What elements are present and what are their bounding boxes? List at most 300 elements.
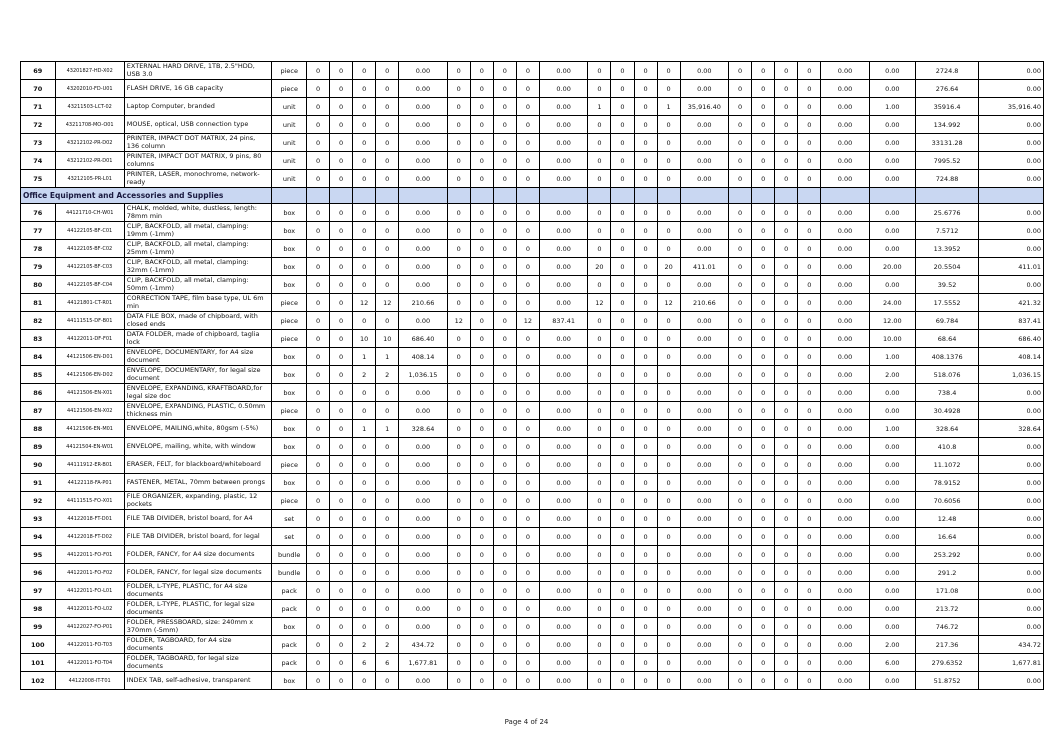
section-cell (821, 188, 869, 204)
qty-cell: 0 (634, 672, 657, 690)
unit-cell: unit (272, 98, 307, 116)
item-code-cell: 44121504-EN-W01 (55, 438, 124, 456)
unit-cell: piece (272, 492, 307, 510)
qty-cell: 0 (775, 276, 798, 294)
item-number-cell: 99 (21, 618, 56, 636)
item-description-cell: CORRECTION TAPE, film base type, UL 6m min (124, 294, 272, 312)
item-number-cell: 74 (21, 152, 56, 170)
qty-cell: 0 (611, 672, 634, 690)
qty-cell: 0 (516, 492, 539, 510)
qty-cell: 0 (588, 492, 611, 510)
qty-cell: 0 (330, 600, 353, 618)
qty-cell: 0 (729, 654, 752, 672)
qty-cell: 0 (447, 438, 470, 456)
qty-cell: 0 (376, 438, 399, 456)
unit-cell: unit (272, 170, 307, 188)
table-row (21, 402, 1044, 420)
item-description-cell: PRINTER, IMPACT DOT MATRIX, 24 pins, 136 column (124, 134, 272, 152)
amount-cell: 0.00 (539, 654, 587, 672)
qty-cell: 0 (775, 492, 798, 510)
total-cost-cell: 0.00 (979, 564, 1044, 582)
qty-cell: 0 (729, 240, 752, 258)
amount-cell: 0.00 (680, 600, 728, 618)
qty-cell: 0 (729, 204, 752, 222)
item-description-cell: DATA FOLDER, made of chipboard, taglia lock (124, 330, 272, 348)
qty-cell: 0 (611, 366, 634, 384)
qty-cell: 0 (588, 564, 611, 582)
qty-cell: 0 (798, 366, 821, 384)
item-number-cell: 102 (21, 672, 56, 690)
qty-cell: 0 (657, 474, 680, 492)
item-description-cell: FOLDER, L-TYPE, PLASTIC, for legal size documents (124, 600, 272, 618)
qty-cell: 0 (752, 456, 775, 474)
table-row (21, 116, 1044, 134)
amount-cell: 0.00 (821, 276, 869, 294)
item-description-cell: ENVELOPE, DOCUMENTARY, for A4 size document (124, 348, 272, 366)
amount-cell: 0.00 (399, 116, 447, 134)
item-code-cell: 44122011-FO-F02 (55, 564, 124, 582)
qty-cell: 0 (611, 492, 634, 510)
amount-cell: 0.00 (680, 116, 728, 134)
item-number-cell: 78 (21, 240, 56, 258)
qty-cell: 0 (775, 510, 798, 528)
table-row (21, 564, 1044, 582)
qty-cell: 0 (611, 152, 634, 170)
item-code-cell: 44122011-FO-T04 (55, 654, 124, 672)
item-code-cell: 44121710-CH-W01 (55, 204, 124, 222)
qty-cell: 0 (588, 402, 611, 420)
qty-cell: 0 (516, 582, 539, 600)
qty-cell: 0 (729, 564, 752, 582)
item-number-cell: 93 (21, 510, 56, 528)
qty-cell: 0 (470, 420, 493, 438)
item-code-cell: 44122011-DF-F01 (55, 330, 124, 348)
qty-cell: 0 (516, 636, 539, 654)
amount-cell: 0.00 (821, 98, 869, 116)
amount-cell: 0.00 (680, 402, 728, 420)
amount-cell: 0.00 (399, 564, 447, 582)
qty-cell: 0 (657, 546, 680, 564)
amount-cell: 0.00 (399, 170, 447, 188)
item-description-cell: FOLDER, TAGBOARD, for legal size documents (124, 654, 272, 672)
amount-cell: 0.00 (680, 330, 728, 348)
item-code-cell: 44122011-FO-L02 (55, 600, 124, 618)
qty-cell: 0 (447, 510, 470, 528)
item-number-cell: 85 (21, 366, 56, 384)
qty-cell: 0 (729, 438, 752, 456)
qty-cell: 0 (798, 510, 821, 528)
qty-cell: 0 (516, 438, 539, 456)
qty-cell: 0 (516, 204, 539, 222)
amount-cell: 0.00 (680, 618, 728, 636)
amount-cell: 0.00 (821, 204, 869, 222)
item-number-cell: 101 (21, 654, 56, 672)
section-cell (399, 188, 447, 204)
qty-cell: 0 (330, 546, 353, 564)
qty-cell: 20 (588, 258, 611, 276)
unit-cell: piece (272, 294, 307, 312)
qty-cell: 0 (798, 546, 821, 564)
total-qty-cell: 0.00 (869, 276, 915, 294)
qty-cell: 0 (611, 330, 634, 348)
qty-cell: 0 (470, 276, 493, 294)
item-description-cell: ENVELOPE, EXPANDING, PLASTIC, 0.50mm thickness min (124, 402, 272, 420)
table-row (21, 134, 1044, 152)
amount-cell: 0.00 (821, 402, 869, 420)
table-row (21, 348, 1044, 366)
amount-cell: 0.00 (680, 654, 728, 672)
amount-cell: 0.00 (539, 528, 587, 546)
qty-cell: 0 (376, 170, 399, 188)
qty-cell: 0 (470, 98, 493, 116)
amount-cell: 210.66 (399, 294, 447, 312)
qty-cell: 0 (729, 294, 752, 312)
total-qty-cell: 0.00 (869, 618, 915, 636)
qty-cell: 0 (353, 564, 376, 582)
total-qty-cell: 2.00 (869, 366, 915, 384)
qty-cell: 0 (307, 294, 330, 312)
qty-cell: 0 (775, 240, 798, 258)
section-cell (979, 188, 1044, 204)
total-qty-cell: 0.00 (869, 672, 915, 690)
amount-cell: 0.00 (399, 618, 447, 636)
qty-cell: 0 (729, 312, 752, 330)
total-qty-cell: 0.00 (869, 222, 915, 240)
qty-cell: 0 (470, 402, 493, 420)
qty-cell: 0 (307, 366, 330, 384)
total-qty-cell: 0.00 (869, 528, 915, 546)
qty-cell: 0 (353, 384, 376, 402)
amount-cell: 0.00 (821, 258, 869, 276)
amount-cell: 0.00 (821, 600, 869, 618)
amount-cell: 0.00 (821, 62, 869, 80)
qty-cell: 0 (588, 276, 611, 294)
qty-cell: 2 (376, 366, 399, 384)
item-description-cell: Laptop Computer, branded (124, 98, 272, 116)
qty-cell: 0 (634, 438, 657, 456)
item-number-cell: 100 (21, 636, 56, 654)
total-qty-cell: 6.00 (869, 654, 915, 672)
table-row (21, 438, 1044, 456)
qty-cell: 0 (516, 528, 539, 546)
qty-cell: 0 (657, 348, 680, 366)
section-cell (775, 188, 798, 204)
qty-cell: 0 (353, 600, 376, 618)
qty-cell: 0 (611, 98, 634, 116)
qty-cell: 0 (307, 582, 330, 600)
amount-cell: 0.00 (399, 80, 447, 98)
qty-cell: 0 (752, 276, 775, 294)
amount-cell: 837.41 (539, 312, 587, 330)
item-description-cell: FASTENER, METAL, 70mm between prongs (124, 474, 272, 492)
unit-price-cell: 217.36 (915, 636, 978, 654)
table-row (21, 366, 1044, 384)
qty-cell: 1 (588, 98, 611, 116)
total-qty-cell: 24.00 (869, 294, 915, 312)
qty-cell: 0 (516, 170, 539, 188)
qty-cell: 12 (447, 312, 470, 330)
qty-cell: 0 (493, 564, 516, 582)
qty-cell: 0 (729, 492, 752, 510)
qty-cell: 0 (611, 80, 634, 98)
qty-cell: 0 (516, 420, 539, 438)
qty-cell: 0 (447, 492, 470, 510)
section-cell (915, 188, 978, 204)
qty-cell: 0 (634, 564, 657, 582)
amount-cell: 0.00 (680, 384, 728, 402)
qty-cell: 0 (752, 152, 775, 170)
qty-cell: 0 (657, 134, 680, 152)
qty-cell: 0 (588, 152, 611, 170)
qty-cell: 0 (470, 456, 493, 474)
total-cost-cell: 0.00 (979, 492, 1044, 510)
unit-cell: unit (272, 134, 307, 152)
qty-cell: 0 (752, 420, 775, 438)
qty-cell: 0 (330, 510, 353, 528)
qty-cell: 0 (330, 654, 353, 672)
qty-cell: 6 (353, 654, 376, 672)
qty-cell: 1 (657, 98, 680, 116)
qty-cell: 0 (353, 134, 376, 152)
qty-cell: 0 (470, 510, 493, 528)
qty-cell: 0 (611, 222, 634, 240)
table-row (21, 330, 1044, 348)
qty-cell: 0 (330, 582, 353, 600)
qty-cell: 0 (330, 294, 353, 312)
qty-cell: 0 (447, 134, 470, 152)
qty-cell: 0 (634, 116, 657, 134)
qty-cell: 0 (307, 312, 330, 330)
qty-cell: 0 (729, 618, 752, 636)
qty-cell: 0 (516, 600, 539, 618)
qty-cell: 0 (330, 474, 353, 492)
amount-cell: 0.00 (539, 80, 587, 98)
total-qty-cell: 0.00 (869, 564, 915, 582)
total-qty-cell: 0.00 (869, 510, 915, 528)
qty-cell: 0 (307, 276, 330, 294)
item-number-cell: 69 (21, 62, 56, 80)
qty-cell: 0 (752, 258, 775, 276)
amount-cell: 411.01 (680, 258, 728, 276)
qty-cell: 0 (470, 600, 493, 618)
qty-cell: 0 (775, 546, 798, 564)
qty-cell: 0 (752, 492, 775, 510)
qty-cell: 0 (657, 116, 680, 134)
qty-cell: 0 (447, 98, 470, 116)
qty-cell: 0 (307, 438, 330, 456)
total-cost-cell: 0.00 (979, 170, 1044, 188)
qty-cell: 0 (729, 62, 752, 80)
qty-cell: 0 (775, 582, 798, 600)
qty-cell: 0 (447, 564, 470, 582)
qty-cell: 0 (775, 654, 798, 672)
qty-cell: 0 (752, 654, 775, 672)
item-description-cell: DATA FILE BOX, made of chipboard, with closed ends (124, 312, 272, 330)
item-code-cell: 44111912-ER-B01 (55, 456, 124, 474)
qty-cell: 0 (752, 98, 775, 116)
section-cell (680, 188, 728, 204)
unit-price-cell: 134.992 (915, 116, 978, 134)
qty-cell: 0 (611, 62, 634, 80)
unit-cell: unit (272, 152, 307, 170)
qty-cell: 0 (330, 98, 353, 116)
qty-cell: 0 (307, 654, 330, 672)
section-title: Office Equipment and Accessories and Supplies (21, 188, 272, 204)
qty-cell: 0 (330, 456, 353, 474)
amount-cell: 0.00 (680, 636, 728, 654)
qty-cell: 0 (752, 240, 775, 258)
qty-cell: 0 (611, 438, 634, 456)
qty-cell: 0 (470, 618, 493, 636)
qty-cell: 0 (588, 420, 611, 438)
qty-cell: 0 (516, 402, 539, 420)
table-row (21, 528, 1044, 546)
unit-cell: set (272, 528, 307, 546)
total-cost-cell: 434.72 (979, 636, 1044, 654)
qty-cell: 0 (588, 62, 611, 80)
qty-cell: 0 (729, 276, 752, 294)
qty-cell: 0 (798, 618, 821, 636)
total-qty-cell: 0.00 (869, 600, 915, 618)
amount-cell: 0.00 (680, 582, 728, 600)
table-row (21, 420, 1044, 438)
item-description-cell: FILE ORGANIZER, expanding, plastic, 12 pockets (124, 492, 272, 510)
qty-cell: 0 (729, 152, 752, 170)
qty-cell: 0 (634, 62, 657, 80)
qty-cell: 0 (307, 348, 330, 366)
total-cost-cell: 837.41 (979, 312, 1044, 330)
qty-cell: 0 (376, 402, 399, 420)
qty-cell: 0 (516, 474, 539, 492)
qty-cell: 0 (634, 330, 657, 348)
qty-cell: 0 (798, 204, 821, 222)
qty-cell: 0 (588, 330, 611, 348)
table-row (21, 510, 1044, 528)
qty-cell: 0 (611, 294, 634, 312)
unit-cell: piece (272, 80, 307, 98)
item-number-cell: 71 (21, 98, 56, 116)
qty-cell: 1 (376, 420, 399, 438)
qty-cell: 0 (798, 420, 821, 438)
qty-cell: 0 (470, 312, 493, 330)
qty-cell: 0 (729, 366, 752, 384)
qty-cell: 0 (470, 80, 493, 98)
section-cell (657, 188, 680, 204)
total-qty-cell: 1.00 (869, 98, 915, 116)
item-code-cell: 43211708-MO-O01 (55, 116, 124, 134)
qty-cell: 0 (353, 618, 376, 636)
amount-cell: 0.00 (399, 258, 447, 276)
qty-cell: 0 (516, 384, 539, 402)
qty-cell: 0 (798, 258, 821, 276)
qty-cell: 0 (588, 456, 611, 474)
qty-cell: 0 (611, 546, 634, 564)
total-qty-cell: 0.00 (869, 456, 915, 474)
qty-cell: 0 (588, 600, 611, 618)
qty-cell: 0 (634, 474, 657, 492)
item-description-cell: CLIP, BACKFOLD, all metal, clamping: 32mm (-1mm) (124, 258, 272, 276)
amount-cell: 0.00 (680, 348, 728, 366)
qty-cell: 0 (516, 618, 539, 636)
qty-cell: 0 (798, 528, 821, 546)
qty-cell: 0 (516, 62, 539, 80)
qty-cell: 0 (307, 600, 330, 618)
qty-cell: 0 (611, 456, 634, 474)
amount-cell: 0.00 (821, 294, 869, 312)
item-code-cell: 44122118-FA-P01 (55, 474, 124, 492)
amount-cell: 0.00 (399, 62, 447, 80)
qty-cell: 0 (775, 222, 798, 240)
unit-cell: piece (272, 402, 307, 420)
total-cost-cell: 1,036.15 (979, 366, 1044, 384)
table-row (21, 62, 1044, 80)
qty-cell: 0 (470, 564, 493, 582)
qty-cell: 0 (752, 294, 775, 312)
table-row (21, 456, 1044, 474)
unit-price-cell: 7995.52 (915, 152, 978, 170)
qty-cell: 0 (657, 600, 680, 618)
qty-cell: 0 (353, 116, 376, 134)
unit-cell: piece (272, 62, 307, 80)
qty-cell: 0 (752, 116, 775, 134)
qty-cell: 0 (729, 528, 752, 546)
item-description-cell: ENVELOPE, DOCUMENTARY, for legal size document (124, 366, 272, 384)
qty-cell: 0 (376, 152, 399, 170)
qty-cell: 0 (447, 420, 470, 438)
qty-cell: 0 (588, 80, 611, 98)
item-description-cell: ERASER, FELT, for blackboard/whiteboard (124, 456, 272, 474)
section-cell (493, 188, 516, 204)
qty-cell: 0 (634, 636, 657, 654)
item-description-cell: FOLDER, FANCY, for A4 size documents (124, 546, 272, 564)
total-cost-cell: 0.00 (979, 618, 1044, 636)
qty-cell: 0 (493, 546, 516, 564)
amount-cell: 0.00 (399, 546, 447, 564)
total-cost-cell: 0.00 (979, 402, 1044, 420)
qty-cell: 0 (353, 402, 376, 420)
qty-cell: 0 (775, 258, 798, 276)
qty-cell: 0 (588, 582, 611, 600)
amount-cell: 0.00 (399, 312, 447, 330)
qty-cell: 0 (611, 258, 634, 276)
table-body-electronics (21, 62, 1044, 188)
qty-cell: 0 (634, 294, 657, 312)
qty-cell: 0 (447, 402, 470, 420)
table-row (21, 80, 1044, 98)
item-description-cell: FILE TAB DIVIDER, bristol board, for legal (124, 528, 272, 546)
qty-cell: 0 (307, 98, 330, 116)
qty-cell: 0 (634, 258, 657, 276)
qty-cell: 0 (752, 402, 775, 420)
qty-cell: 0 (330, 152, 353, 170)
amount-cell: 0.00 (539, 204, 587, 222)
amount-cell: 0.00 (821, 492, 869, 510)
qty-cell: 0 (798, 654, 821, 672)
qty-cell: 0 (376, 116, 399, 134)
section-cell (470, 188, 493, 204)
total-cost-cell: 0.00 (979, 240, 1044, 258)
item-code-cell: 44122105-BF-C04 (55, 276, 124, 294)
qty-cell: 0 (470, 438, 493, 456)
amount-cell: 0.00 (821, 438, 869, 456)
item-code-cell: 43212102-PR-D01 (55, 152, 124, 170)
qty-cell: 0 (611, 240, 634, 258)
unit-cell: piece (272, 456, 307, 474)
item-number-cell: 72 (21, 116, 56, 134)
qty-cell: 0 (447, 80, 470, 98)
unit-cell: box (272, 366, 307, 384)
qty-cell: 0 (752, 134, 775, 152)
